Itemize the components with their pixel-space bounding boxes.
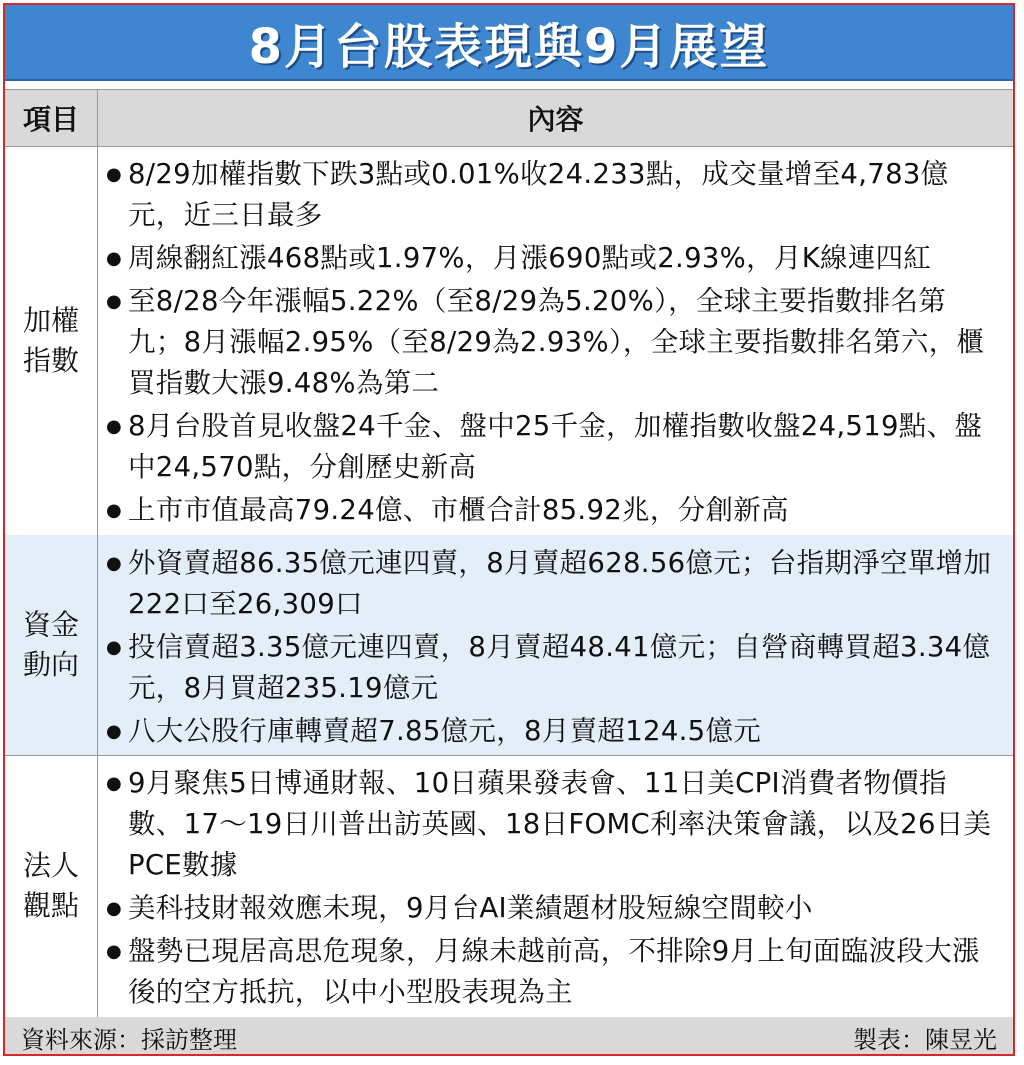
footer	[5, 1017, 1013, 1056]
list-item: ● 周線翻紅漲468點或1.97%，月漲690點或2.93%，月K線連四紅	[106, 238, 999, 279]
title-bar	[5, 5, 1013, 81]
source-note: 資料來源：採訪整理	[21, 1026, 237, 1054]
section-body	[98, 755, 1013, 1017]
list-item: ● 美科技財報效應未現，9月台AI業績題材股短線空間較小	[106, 888, 999, 929]
header-item: 項目	[5, 90, 98, 146]
list-item: ● 上市市值最高79.24億、市櫃合計85.92兆，分創新高	[106, 490, 999, 531]
list-item: ● 8月台股首見收盤24千金、盤中25千金，加權指數收盤24,519點、盤中24,570點，分創歷史新高	[106, 406, 999, 488]
section-label-text: 加權指數	[22, 303, 79, 377]
section-institutional-view	[5, 755, 1013, 1018]
section-body	[98, 535, 1013, 755]
page-title: 8月台股表現與9月展望	[248, 18, 770, 75]
infographic-frame	[3, 3, 1015, 1056]
list-item: ● 8/29加權指數下跌3點或0.01%收24.233點，成交量增至4,783億元，近三日最多	[106, 154, 999, 236]
section-label-text: 資金動向	[22, 608, 79, 681]
list-item: ● 八大公股行庫轉賣超7.85億元，8月賣超124.5億元	[106, 711, 999, 752]
maker-note: 製表：陳昱光	[853, 1026, 997, 1054]
header-content: 內容	[527, 103, 584, 136]
list-item: ● 至8/28今年漲幅5.22%（至8/29為5.20%），全球主要指數排名第九；8月漲幅2.95%（至8/29為2.93%），全球主要指數排名第六，櫃買指數大漲9.48%為第二	[106, 281, 999, 404]
section-index	[5, 146, 1013, 536]
section-label	[5, 146, 98, 535]
list-item: ● 9月聚焦5日博通財報、10日蘋果發表會、11日美CPI消費者物價指數、17～19日川普出訪英國、18日FOMC利率決策會議，以及26日美PCE數據	[106, 763, 999, 886]
section-label	[5, 755, 98, 1017]
table-header	[5, 89, 1013, 147]
section-body	[98, 146, 1013, 535]
section-fund-flow	[5, 535, 1013, 756]
section-label-text: 法人觀點	[22, 849, 79, 922]
list-item: ● 投信賣超3.35億元連四賣，8月賣超48.41億元；自營商轉買超3.34億元，8月買超235.19億元	[106, 627, 999, 709]
section-label	[5, 535, 98, 755]
list-item: ● 盤勢已現居高思危現象，月線未越前高，不排除9月上旬面臨波段大漲後的空方抵抗，以中小型股表現為主	[106, 931, 999, 1013]
list-item: ● 外資賣超86.35億元連四賣，8月賣超628.56億元；台指期淨空單增加222口至26,309口	[106, 543, 999, 625]
